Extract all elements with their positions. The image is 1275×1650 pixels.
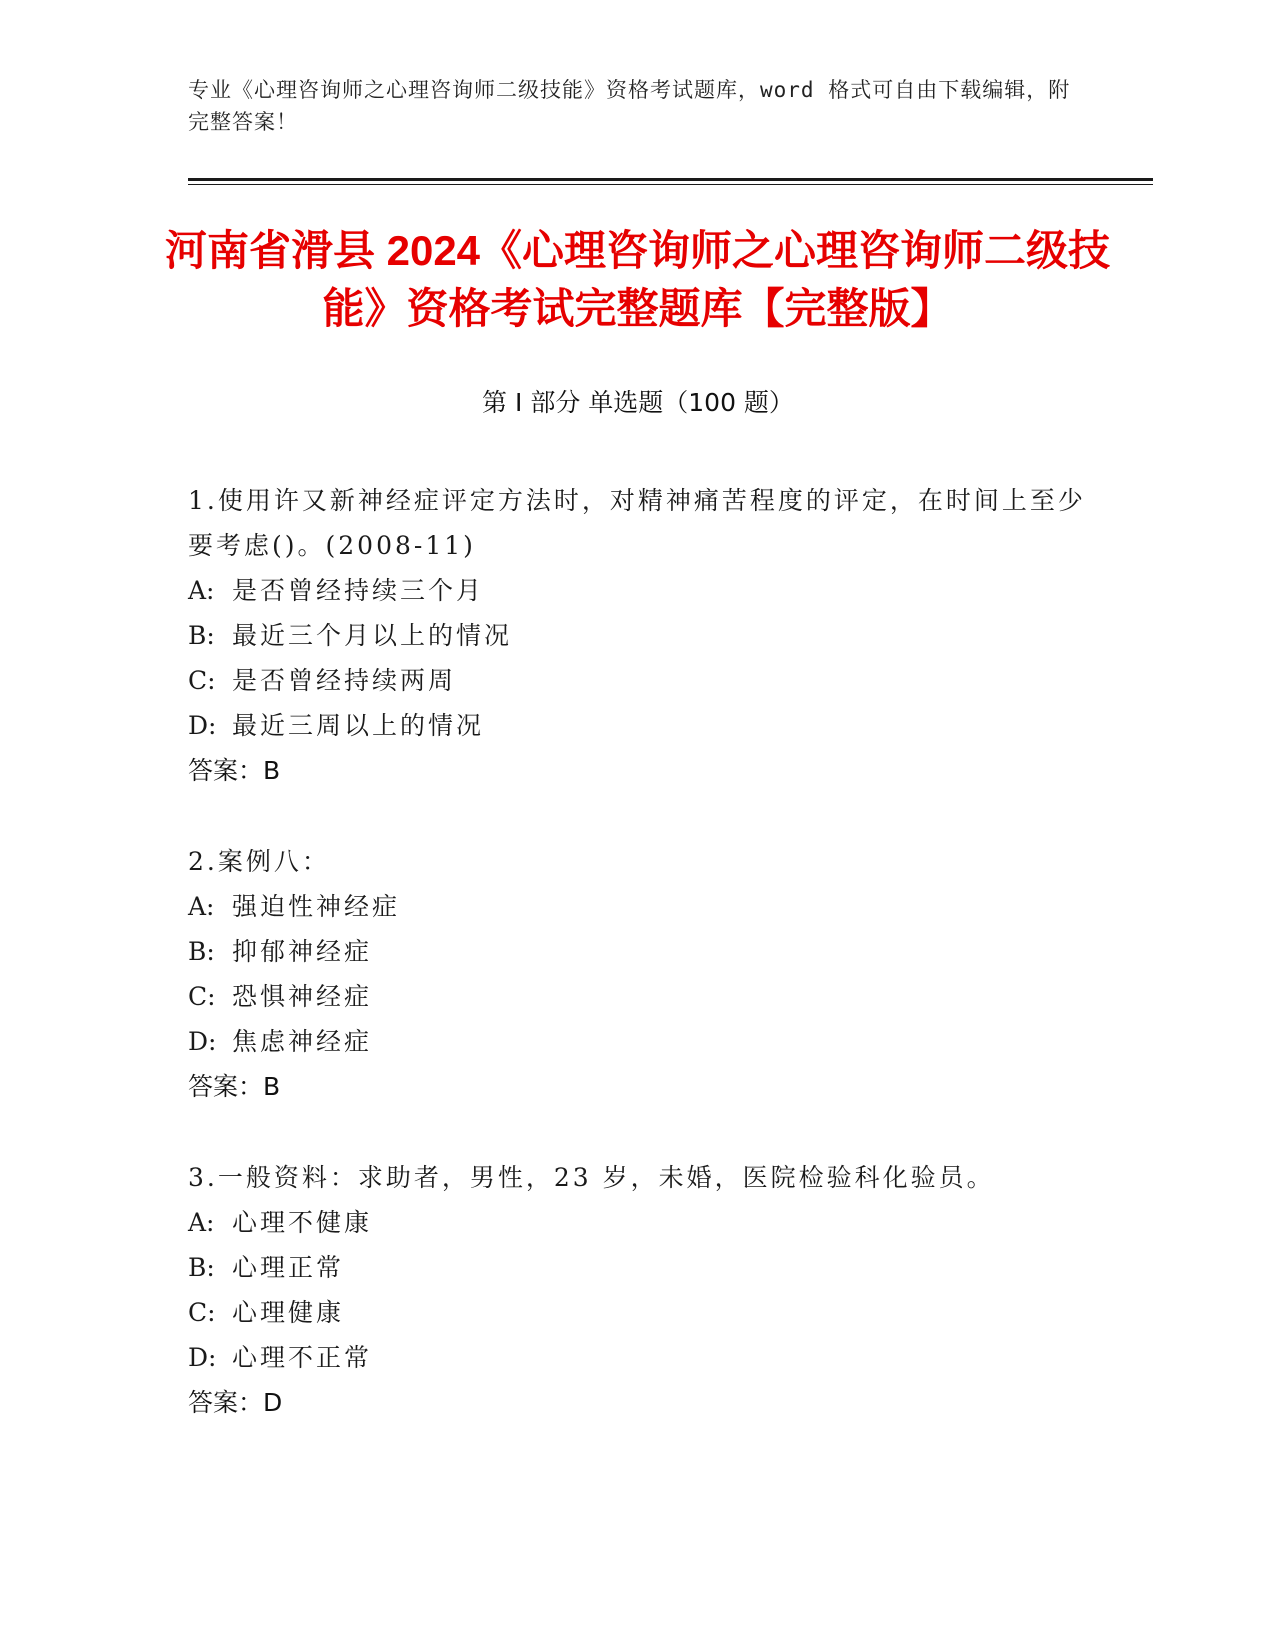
- option-text: 是否曾经持续三个月: [232, 576, 485, 605]
- option-text: 心理不正常: [232, 1343, 373, 1372]
- option-text: 恐惧神经症: [232, 982, 373, 1011]
- option-key: B:: [188, 621, 215, 650]
- option-a: [188, 568, 1088, 613]
- option-b: [188, 613, 1088, 658]
- question-list: [188, 478, 1088, 1471]
- question-stem: 1.使用许又新神经症评定方法时，对精神痛苦程度的评定，在时间上至少要考虑()。(2008-11): [188, 486, 1086, 560]
- option-key: D:: [188, 711, 217, 740]
- option-key: C:: [188, 1298, 216, 1327]
- option-c: [188, 1290, 1088, 1335]
- option-b: [188, 1245, 1088, 1290]
- answer-line: 答案：B: [188, 756, 281, 785]
- option-d: [188, 1335, 1088, 1380]
- header-rule-thick: [188, 178, 1153, 181]
- option-text: 心理健康: [232, 1298, 345, 1327]
- option-key: A:: [188, 576, 215, 605]
- question-stem: 3.一般资料：求助者，男性，23 岁，未婚，医院检验科化验员。: [188, 1163, 995, 1192]
- option-text: 焦虑神经症: [232, 1027, 373, 1056]
- option-text: 最近三周以上的情况: [232, 711, 485, 740]
- option-text: 心理不健康: [232, 1208, 373, 1237]
- question-1: [188, 478, 1088, 793]
- option-key: B:: [188, 1253, 215, 1282]
- option-key: A:: [188, 892, 215, 921]
- header-note: 专业《心理咨询师之心理咨询师二级技能》资格考试题库，word 格式可自由下载编辑，附完整答案！: [188, 78, 1071, 134]
- option-d: [188, 703, 1088, 748]
- option-key: C:: [188, 666, 216, 695]
- option-text: 心理正常: [232, 1253, 345, 1282]
- option-a: [188, 1200, 1088, 1245]
- option-c: [188, 974, 1088, 1019]
- option-key: A:: [188, 1208, 215, 1237]
- question-3: [188, 1155, 1088, 1425]
- option-a: [188, 884, 1088, 929]
- option-text: 抑郁神经症: [232, 937, 373, 966]
- section-heading: 第 I 部分 单选题（100 题）: [482, 388, 794, 417]
- question-stem: 2.案例八：: [188, 847, 330, 876]
- document-title: 河南省滑县 2024《心理咨询师之心理咨询师二级技能》资格考试完整题库【完整版】: [164, 227, 1111, 332]
- header-rule-thin: [188, 184, 1153, 185]
- option-key: D:: [188, 1027, 217, 1056]
- option-key: B:: [188, 937, 215, 966]
- question-2: [188, 839, 1088, 1109]
- answer-line: 答案：B: [188, 1072, 281, 1101]
- answer-line: 答案：D: [188, 1388, 283, 1417]
- option-text: 是否曾经持续两周: [232, 666, 457, 695]
- option-key: D:: [188, 1343, 217, 1372]
- option-b: [188, 929, 1088, 974]
- option-key: C:: [188, 982, 216, 1011]
- option-text: 强迫性神经症: [232, 892, 401, 921]
- option-text: 最近三个月以上的情况: [232, 621, 513, 650]
- option-c: [188, 658, 1088, 703]
- option-d: [188, 1019, 1088, 1064]
